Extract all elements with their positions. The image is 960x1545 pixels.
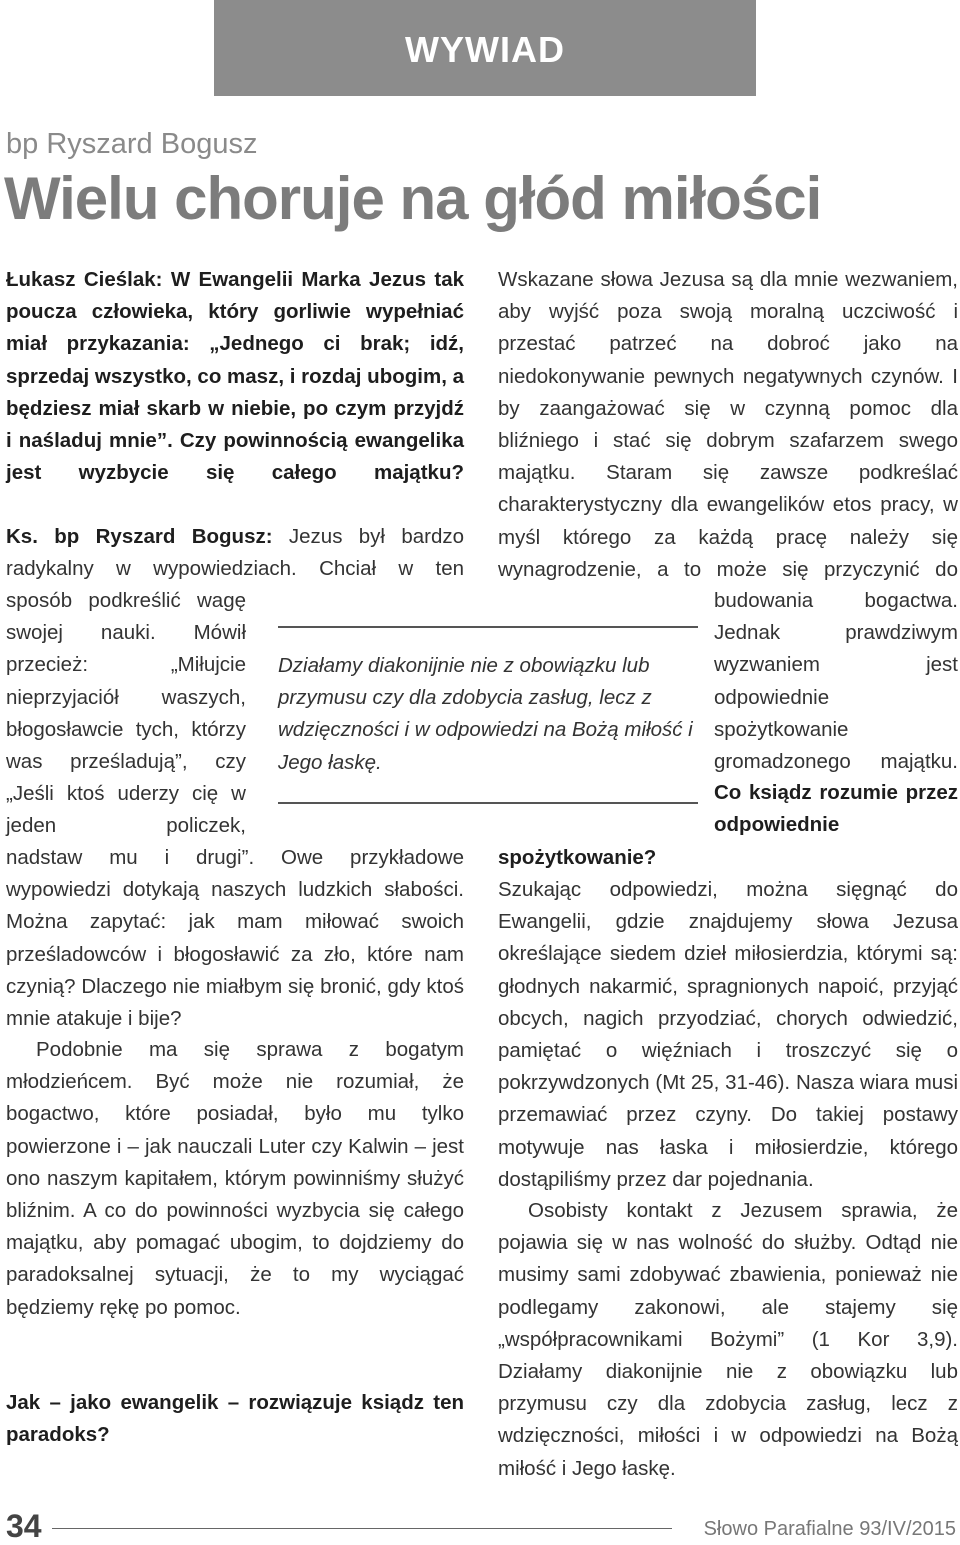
answer-1-narrow: sposób podkreślić wagę swojej nauki. Mówił przecież: „Miłujcie nieprzyjaciół waszych, błogosławcie tych, którzy was prześladują”, czy „Jeśli ktoś uderzy cię w jeden policzek, (6, 589, 246, 838)
publication-name: Słowo Parafialne 93/IV/2015 (703, 1518, 956, 1540)
answer-1-rest: nadstaw mu i drugi”. Owe przykładowe wypowiedzi dotykają naszych ludzkich słabości. Można zapytać: jak mam miłować swoich prześladowców i błogosławić za zło, które nam czynią? Dlaczego nie miałbym się bronić, gdy ktoś mnie atakuje i bije? (6, 846, 464, 1031)
answer-3-paragraph-1: Szukając odpowiedzi, można sięgnąć do Ewangelii, gdzie znajdujemy słowa Jezusa określające siedem dzieł miłosierdzia, którymi są: głodnych nakarmić, spragnionych napoić, przyjąć obcych, nagich przyodziać, chorych odwiedzić, pamiętać o więźniach i troszczyć się o pokrzywdzonych (Mt 25, 31-46). Nasza wiara musi przemawiać przez czyny. Do takiej postawy motywuje nas łaska i miłosierdzie, którego dostąpiliśmy przez dar pojednania. (498, 878, 958, 1191)
answer-2-narrow: budowania bogactwa. Jednak prawdziwym wyzwaniem jest odpowiednie spożytkowanie gromadzonego majątku. (714, 589, 958, 774)
footer-divider (52, 1528, 672, 1529)
answer-1-intro (6, 521, 464, 585)
answer-1-text: Jezus był bardzo radykalny w wypowiedziach. Chciał w ten (6, 525, 465, 581)
article-author: bp Ryszard Bogusz (6, 128, 258, 160)
interview-question-2: Jak – jako ewangelik – rozwiązuje ksiądz ten paradoks? (6, 1391, 464, 1447)
pullquote-bottom-rule (278, 802, 698, 804)
question-1-text: W Ewangelii Marka Jezus tak poucza człowieka, który gorliwie wypełniać miał przykazania: „Jednego ci brak; idź, sprzedaj wszystko, co masz, i rozdaj ubogim, a będziesz miał skarb w niebie, po czym przyjdź i naśladuj mnie”. (6, 268, 464, 453)
question-1-question: Czy powinnością ewangelika jest wyzbycie się całego majątku? (6, 429, 464, 485)
answer-2-paragraph: Wskazane słowa Jezusa są dla mnie wezwaniem, aby wyjść poza swoją moralną uczciwość i przestać patrzeć na dobroć jako na niedokonywanie pewnych negatywnych czynów. I by zaangażować się w czynną pomoc dla bliźniego i stać się dobrym szafarzem swego majątku. Staram się zawsze podkreślać charakterystyczny dla ewangelików etos pracy, w myśl którego za każdą pracę należy się wynagrodzenie, a to może się przyczynić do (498, 268, 958, 581)
pullquote-top-rule (278, 626, 698, 628)
answer-3-paragraph-2: Osobisty kontakt z Jezusem sprawia, że pojawia się w nas wolność do służby. Odtąd nie musimy sami zdobywać zbawienia, ponieważ nie podlegamy zakonowi, ale stajemy się „współpracownikami Bożymi” (1 Kor 3,9). Działamy diakonijnie nie z obowiązku lub przymusu czy dla zdobycia zasług, lecz z wdzięczności, miłości i w odpowiedzi na Bożą miłość i Jego łaskę. (498, 1199, 958, 1480)
article-title: Wielu choruje na głód miłości (4, 165, 822, 232)
page-number: 34 (6, 1508, 42, 1544)
interview-question-1 (6, 264, 464, 489)
section-tag: WYWIAD (214, 0, 756, 96)
interview-question-3: Co ksiądz rozumie przez odpowiednie (714, 781, 958, 837)
pullquote: Działamy diakonijnie nie z obowiązku lub przymusu czy dla zdobycia zasług, lecz z wdzięczności i w odpowiedzi na Bożą miłość i Jego łaskę. (278, 654, 693, 774)
question-1-speaker: Łukasz Cieślak: (6, 268, 163, 291)
answer-1-speaker: Ks. bp Ryszard Bogusz: (6, 525, 273, 548)
answer-1-paragraph-2: Podobnie ma się sprawa z bogatym młodzieńcem. Być może nie rozumiał, że bogactwo, które posiadał, było mu tylko powierzone i – jak nauczali Luter czy Kalwin – jest ono naszym kapitałem, którym powinniśmy służyć bliźnim. A co do powinności wyzbycia się całego majątku, aby pomagać ubogim, to dojdziemy do paradoksalnej sytuacji, że to my wyciągać będziemy rękę po pomoc. (6, 1038, 464, 1319)
interview-question-3-end: spożytkowanie? (498, 846, 657, 869)
